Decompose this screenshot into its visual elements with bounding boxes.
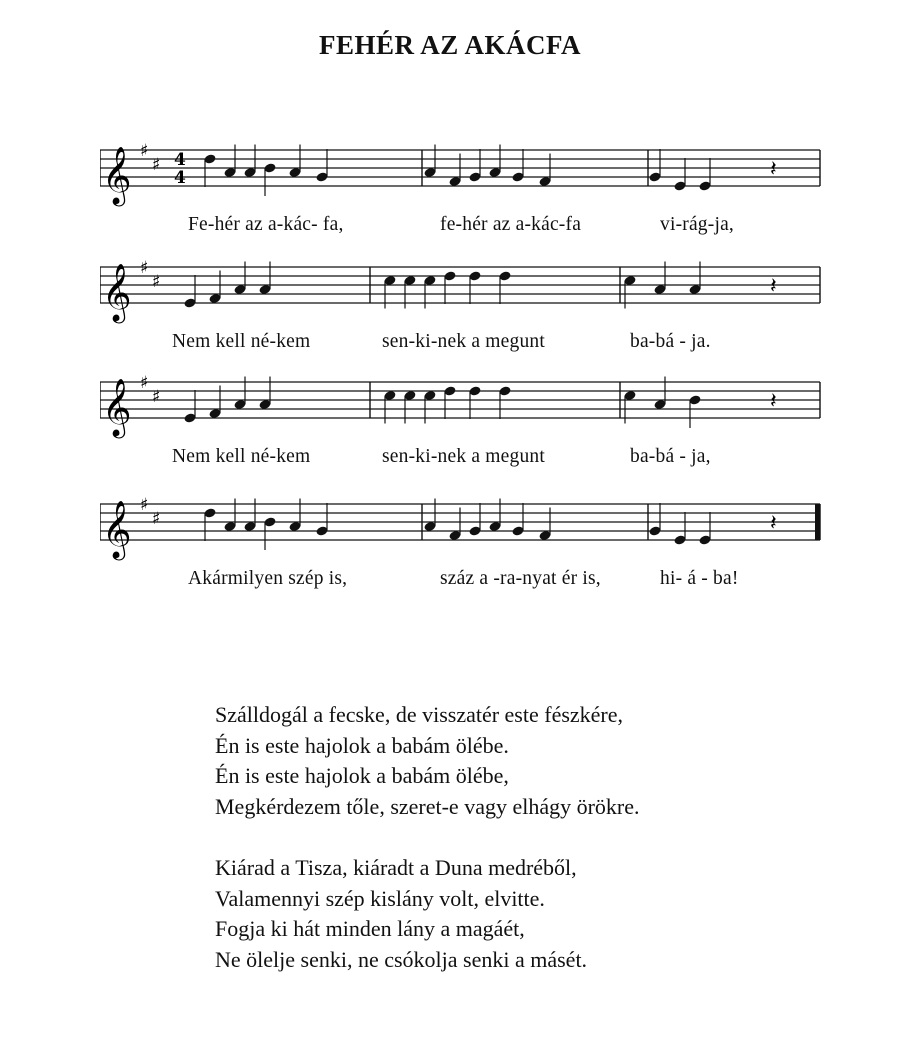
lyric-text: száz a -ra-nyat ér is,: [440, 568, 601, 589]
lyric-text: hi- á - ba!: [660, 568, 739, 589]
staff: [100, 255, 822, 335]
verse-line: Szálldogál a fecske, de visszatér este fészkére,: [215, 702, 624, 727]
verse-line: Fogja ki hát minden lány a magáét,: [215, 916, 525, 941]
lyric-text: Fe-hér az a-kác- fa,: [188, 214, 344, 235]
verse-line: Megkérdezem tőle, szeret-e vagy elhágy örökre.: [215, 793, 640, 819]
sharp-icon: ♯: [140, 373, 149, 393]
lyric-text: vi-rág-ja,: [660, 214, 735, 235]
song-title: FEHÉR AZ AKÁCFA: [318, 30, 582, 60]
final-bar-line: [815, 504, 820, 540]
sharp-icon: ♯: [152, 272, 161, 292]
verse-line: Ne ölelje senki, ne csókolja senki a másét.: [215, 946, 588, 972]
quarter-rest-icon: 𝄽: [770, 511, 777, 536]
quarter-rest-icon: 𝄽: [770, 274, 777, 299]
staff: [100, 370, 822, 450]
lyric-text: ba-bá - ja,: [630, 446, 711, 467]
sharp-icon: ♯: [152, 155, 161, 175]
staff: [100, 138, 822, 218]
verse-1: [215, 700, 640, 822]
treble-clef-icon: 𝄞: [102, 263, 132, 321]
verse-line: Valamennyi szép kislány volt, elvitte.: [215, 885, 545, 911]
lyric-text: Nem kell né-kem: [172, 331, 311, 352]
staff-system: [100, 138, 820, 248]
sharp-icon: ♯: [152, 509, 161, 529]
lyric-text: sen-ki-nek a megunt: [382, 331, 545, 352]
sharp-icon: ♯: [140, 258, 149, 278]
lyric-text: fe-hér az a-kác-fa: [440, 214, 582, 235]
sharp-icon: ♯: [140, 141, 149, 161]
staff-system: [100, 492, 820, 602]
time-signature: 4: [174, 150, 186, 170]
lyric-text: sen-ki-nek a megunt: [382, 446, 545, 467]
staff: [100, 492, 822, 572]
verse-line: Kiárad a Tisza, kiáradt a Duna medréből,: [215, 855, 577, 880]
treble-clef-icon: 𝄞: [102, 500, 132, 558]
verse-line: Én is este hajolok a babám ölébe,: [215, 763, 509, 788]
sharp-icon: ♯: [152, 387, 161, 407]
verse-2: [215, 853, 640, 975]
staff-system: [100, 255, 820, 365]
sharp-icon: ♯: [140, 495, 149, 515]
lyric-text: ba-bá - ja.: [630, 331, 711, 352]
time-signature: 4: [174, 168, 186, 188]
quarter-rest-icon: 𝄽: [770, 157, 777, 182]
verse-line: Én is este hajolok a babám ölébe.: [215, 732, 509, 758]
treble-clef-icon: 𝄞: [102, 146, 132, 204]
lyric-text: Akármilyen szép is,: [188, 568, 348, 589]
treble-clef-icon: 𝄞: [102, 378, 132, 436]
lyric-text: Nem kell né-kem: [172, 446, 311, 467]
quarter-rest-icon: 𝄽: [770, 389, 777, 414]
staff-system: [100, 370, 820, 480]
verses: [215, 700, 640, 1006]
